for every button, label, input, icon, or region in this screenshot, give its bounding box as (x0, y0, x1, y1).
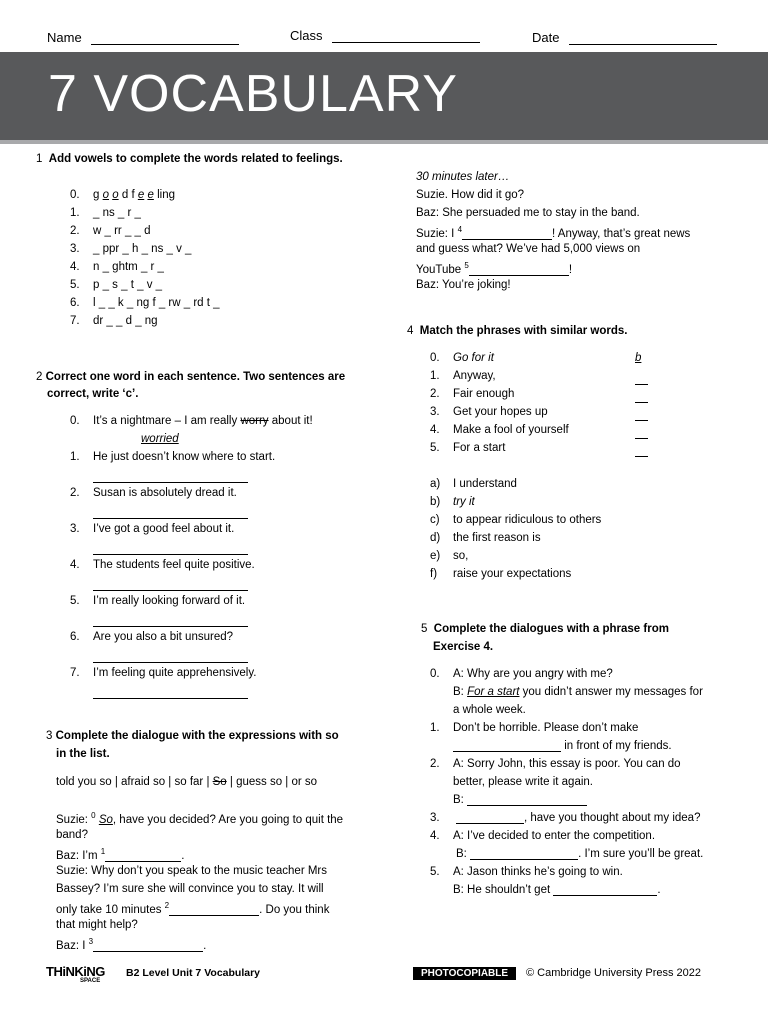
exercise-4-phrase: For a start (453, 442, 506, 454)
exercise-3-word-list (56, 776, 317, 788)
ex5-item-2-line-c: B: (453, 794, 587, 806)
exercise-5-heading (421, 623, 669, 635)
ex5-item-5-line-a: A: Jason thinks he’s going to win. (453, 866, 623, 878)
exercise-1-item-number: 6. (70, 297, 80, 309)
footer-level: B2 Level Unit 7 Vocabulary (126, 967, 261, 979)
ex5-item-3-number: 3. (430, 812, 440, 824)
logo-text: THiNKiNG (46, 964, 105, 979)
copyright: © Cambridge University Press 2022 (526, 967, 702, 979)
exercise-5-number: 5 (421, 623, 428, 635)
name-input-line[interactable] (91, 32, 239, 45)
later-line-3: Suzie: I $^4$ ! Anyway, that’s great news (416, 225, 691, 240)
later-line-4: and guess what? We’ve had 5,000 views on (416, 243, 641, 255)
exercise-2-item: The students feel quite positive. (93, 559, 255, 571)
exercise-1-item[interactable]: dr _ _ d _ ng (93, 315, 158, 327)
blank-5[interactable] (469, 265, 569, 276)
later-line-5: YouTube $^5$ ! (416, 261, 573, 276)
exercise-1-item[interactable]: _ ppr _ h _ ns _ v _ (93, 243, 192, 255)
exercise-2-item: I’m feeling quite apprehensively. (93, 667, 257, 679)
ex5-item-5-number: 5. (430, 866, 440, 878)
exercise-2-example-before: It’s a nightmare – I am really (93, 415, 241, 427)
exercise-4-phrase-number: 1. (430, 370, 440, 382)
exercise-4-phrase-number: 3. (430, 406, 440, 418)
ex5-item-0-number: 0. (430, 668, 440, 680)
exercise-1-heading (36, 153, 343, 165)
ex5-item-2-line-b: better, please write it again. (453, 776, 593, 788)
page-title: 7 VOCABULARY (48, 65, 458, 123)
exercise-4-heading (407, 325, 628, 337)
ex5-blank-2[interactable] (467, 795, 587, 806)
exercise-2-example (93, 415, 313, 427)
class-label: Class (290, 28, 323, 43)
exercise-2-answer-line[interactable] (93, 661, 248, 663)
exercise-1-item-number: 5. (70, 279, 80, 291)
exercise-4-answer-blank[interactable] (635, 401, 648, 403)
exercise-3-instruction-1: Complete the dialogue with the expressions with so (55, 730, 339, 742)
exercise-2-answer-line[interactable] (93, 589, 248, 591)
exercise-2-answer-line[interactable] (93, 517, 248, 519)
ex5-blank-4[interactable] (470, 849, 578, 860)
exercise-5-instruction-2: Exercise 4. (433, 641, 494, 653)
ex5-item-3-line-a: , have you thought about my idea? (456, 812, 700, 824)
exercise-4-option: I understand (453, 478, 517, 490)
blank-3[interactable] (93, 941, 203, 952)
exercise-4-phrase: Fair enough (453, 388, 515, 400)
exercise-4-option-letter: d) (430, 532, 441, 544)
thinking-space-logo (46, 965, 105, 984)
photocopiable-badge: PHOTOCOPIABLE (413, 967, 516, 980)
later-line-2: Baz: She persuaded me to stay in the band. (416, 207, 640, 219)
exercise-2-number: 2 (36, 371, 43, 383)
dialogue-line-5: Bassey? I’m sure she will convince you to stay. It will (56, 883, 324, 895)
exercise-2-heading (36, 371, 345, 383)
class-field[interactable] (290, 28, 480, 43)
ex5-blank-5[interactable] (553, 885, 657, 896)
exercise-4-phrase-number: 0. (430, 352, 440, 364)
exercise-2-example-number: 0. (70, 415, 80, 427)
date-label: Date (532, 30, 560, 45)
exercise-4-answer-blank[interactable] (635, 383, 648, 385)
exercise-1-item[interactable]: g o o d f e e ling (93, 189, 175, 201)
exercise-4-answer-blank[interactable] (635, 419, 648, 421)
exercise-1-item[interactable]: n _ ghtm _ r _ (93, 261, 164, 273)
exercise-1-item-number: 7. (70, 315, 80, 327)
exercise-2-answer-line[interactable] (93, 697, 248, 699)
exercise-2-example-after: about it! (268, 415, 313, 427)
date-input-line[interactable] (569, 32, 717, 45)
exercise-4-option-letter: b) (430, 496, 441, 508)
exercise-4-phrase: Anyway, (453, 370, 496, 382)
exercise-5-instruction-1: Complete the dialogues with a phrase from (433, 623, 669, 635)
ex5-blank-3[interactable] (456, 813, 524, 824)
exercise-2-answer-line[interactable] (93, 553, 248, 555)
exercise-4-phrase: Make a fool of yourself (453, 424, 569, 436)
exercise-1-item[interactable]: l _ _ k _ ng f _ rw _ rd t _ (93, 297, 220, 309)
exercise-2-item-number: 4. (70, 559, 80, 571)
ex5-blank-1[interactable] (453, 741, 561, 752)
dialogue-line-2: band? (56, 829, 88, 841)
ex5-item-0-line-a: A: Why are you angry with me? (453, 668, 613, 680)
exercise-1-instruction: Add vowels to complete the words related to feelings. (48, 153, 343, 165)
later-line-6: Baz: You’re joking! (416, 279, 511, 291)
exercise-2-item-number: 3. (70, 523, 80, 535)
exercise-4-option: try it (453, 496, 475, 508)
exercise-4-phrase-number: 4. (430, 424, 440, 436)
date-field[interactable] (532, 30, 717, 45)
blank-1[interactable] (105, 851, 181, 862)
dialogue-line-4: Suzie: Why don’t you speak to the music teacher Mrs (56, 865, 328, 877)
exercise-1-item[interactable]: _ ns _ r _ (93, 207, 141, 219)
exercise-2-item: Are you also a bit unsured? (93, 631, 234, 643)
ex5-item-0-line-b: B: For a start you didn’t answer my messages for (453, 686, 703, 698)
ex5-item-1-number: 1. (430, 722, 440, 734)
exercise-2-instruction-1: Correct one word in each sentence. Two sentences are (45, 371, 346, 383)
exercise-1-item-number: 3. (70, 243, 80, 255)
exercise-4-phrase: Go for it (453, 352, 494, 364)
name-label: Name (47, 30, 82, 45)
exercise-1-item-number: 0. (70, 189, 80, 201)
later-heading: 30 minutes later… (416, 171, 510, 183)
blank-4[interactable] (462, 229, 552, 240)
exercise-4-instruction: Match the phrases with similar words. (419, 325, 628, 337)
dialogue-line-8: Baz: I $^3$ . (56, 937, 207, 952)
ex5-item-2-number: 2. (430, 758, 440, 770)
exercise-2-example-struck: worry (240, 415, 269, 427)
exercise-2-item: Susan is absolutely dread it. (93, 487, 237, 499)
exercise-1-number: 1 (36, 153, 43, 165)
exercise-2-item-number: 6. (70, 631, 80, 643)
word-list-b: | guess so | or so (226, 776, 318, 788)
exercise-1-item[interactable]: p _ s _ t _ v _ (93, 279, 163, 291)
ex5-item-1-line-a: Don’t be horrible. Please don’t make (453, 722, 639, 734)
dialogue-line-6: only take 10 minutes $^2$ . Do you think (56, 901, 330, 916)
exercise-4-option: the first reason is (453, 532, 541, 544)
exercise-1-item-number: 1. (70, 207, 80, 219)
class-input-line[interactable] (332, 30, 480, 43)
dialogue-answer-0: So (98, 813, 113, 826)
exercise-2-item-number: 2. (70, 487, 80, 499)
exercise-4-option: raise your expectations (453, 568, 572, 580)
dialogue-line-7: that might help? (56, 919, 138, 931)
exercise-4-option-letter: c) (430, 514, 440, 526)
exercise-4-option-letter: a) (430, 478, 441, 490)
ex5-item-2-line-a: A: Sorry John, this essay is poor. You can do (453, 758, 681, 770)
dialogue-line-1: Suzie: $^0$ So, have you decided? Are you going to quit the (56, 811, 344, 826)
exercise-2-instruction-2: correct, write ‘c’. (47, 388, 139, 400)
exercise-4-option-letter: f) (430, 568, 438, 580)
exercise-2-example-answer: worried (141, 433, 179, 445)
word-list-struck: So (212, 776, 227, 788)
exercise-2-item: I’m really looking forward of it. (93, 595, 246, 607)
ex5-item-1-line-b: in front of my friends. (453, 740, 672, 752)
later-line-1: Suzie. How did it go? (416, 189, 525, 201)
exercise-2-answer-line[interactable] (93, 625, 248, 627)
exercise-4-option: to appear ridiculous to others (453, 514, 602, 526)
ex5-item-4-line-b: B: . I’m sure you’ll be great. (456, 848, 704, 860)
exercise-4-phrase-number: 2. (430, 388, 440, 400)
exercise-1-item-number: 2. (70, 225, 80, 237)
logo-subtext: SPACE (80, 978, 101, 984)
exercise-2-item: He just doesn’t know where to start. (93, 451, 276, 463)
exercise-1-item-number: 4. (70, 261, 80, 273)
word-list-a: told you so | afraid so | so far | (56, 776, 213, 788)
exercise-2-item-number: 7. (70, 667, 80, 679)
exercise-4-answer-blank[interactable] (635, 437, 648, 439)
exercise-2-item-number: 1. (70, 451, 80, 463)
exercise-4-phrase-number: 5. (430, 442, 440, 454)
ex5-item-5-line-b: B: He shouldn’t get . (453, 884, 661, 896)
exercise-1-item[interactable]: w _ rr _ _ d (93, 225, 151, 237)
exercise-4-option-letter: e) (430, 550, 441, 562)
ex5-item-4-number: 4. (430, 830, 440, 842)
name-field[interactable] (47, 30, 239, 45)
dialogue-line-3: Baz: I’m $^1$ . (56, 847, 185, 862)
exercise-4-option: so, (453, 550, 469, 562)
exercise-4-answer-blank[interactable] (635, 455, 648, 457)
ex5-item-0-line-c: a whole week. (453, 704, 526, 716)
exercise-4-example-answer: b (635, 352, 642, 364)
exercise-3-number: 3 (46, 730, 53, 742)
ex5-example-answer: For a start (467, 686, 520, 698)
exercise-4-phrase: Get your hopes up (453, 406, 548, 418)
exercise-2-item: I’ve got a good feel about it. (93, 523, 235, 535)
exercise-2-answer-line[interactable] (93, 481, 248, 483)
blank-2[interactable] (169, 905, 259, 916)
exercise-3-instruction-2: in the list. (56, 748, 110, 760)
exercise-3-heading (46, 730, 339, 742)
exercise-4-number: 4 (407, 325, 414, 337)
exercise-2-item-number: 5. (70, 595, 80, 607)
ex5-item-4-line-a: A: I’ve decided to enter the competition. (453, 830, 656, 842)
